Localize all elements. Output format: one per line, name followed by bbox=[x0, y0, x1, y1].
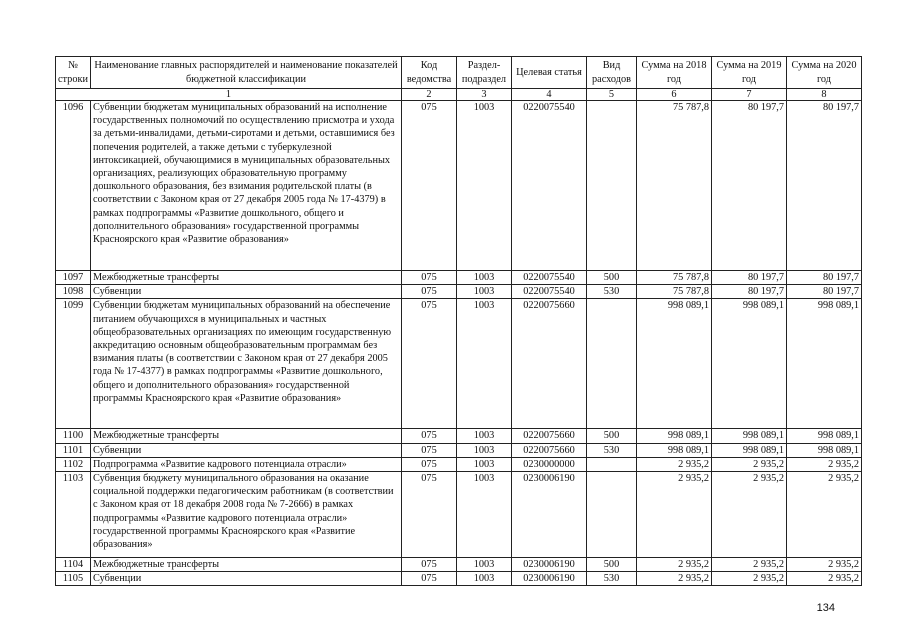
row-dept-code: 075 bbox=[402, 101, 457, 271]
row-sum-2020: 80 197,7 bbox=[787, 271, 862, 285]
header-name: Наименование главных распорядителей и наименование показателей бюджетной классификации bbox=[91, 57, 402, 89]
row-name: Межбюджетные трансферты bbox=[91, 271, 402, 285]
table-row bbox=[56, 299, 862, 429]
row-dept-code: 075 bbox=[402, 429, 457, 443]
row-sum-2018: 2 935,2 bbox=[637, 457, 712, 471]
header-row bbox=[56, 57, 862, 89]
header-row-number: № строки bbox=[56, 57, 91, 89]
row-sum-2019: 998 089,1 bbox=[712, 429, 787, 443]
row-dept-code: 075 bbox=[402, 299, 457, 429]
row-sum-2019: 2 935,2 bbox=[712, 558, 787, 572]
row-sum-2018: 998 089,1 bbox=[637, 299, 712, 429]
row-name: Субвенции bbox=[91, 443, 402, 457]
row-target: 0230000000 bbox=[512, 457, 587, 471]
row-name: Межбюджетные трансферты bbox=[91, 429, 402, 443]
row-section: 1003 bbox=[457, 457, 512, 471]
row-sum-2019: 2 935,2 bbox=[712, 472, 787, 558]
header-target: Целевая статья bbox=[512, 57, 587, 89]
row-expense-kind: 530 bbox=[587, 443, 637, 457]
row-section: 1003 bbox=[457, 285, 512, 299]
row-expense-kind: 500 bbox=[587, 271, 637, 285]
table-row bbox=[56, 572, 862, 586]
table-row bbox=[56, 101, 862, 271]
column-number: 1 bbox=[56, 89, 402, 101]
row-section: 1003 bbox=[457, 271, 512, 285]
row-sum-2020: 998 089,1 bbox=[787, 443, 862, 457]
column-number: 2 bbox=[402, 89, 457, 101]
row-expense-kind: 530 bbox=[587, 572, 637, 586]
row-expense-kind: 500 bbox=[587, 558, 637, 572]
row-number: 1100 bbox=[56, 429, 91, 443]
row-section: 1003 bbox=[457, 472, 512, 558]
budget-table bbox=[55, 56, 862, 586]
row-target: 0230006190 bbox=[512, 572, 587, 586]
table-row bbox=[56, 443, 862, 457]
row-target: 0220075540 bbox=[512, 271, 587, 285]
header-sum-2019: Сумма на 2019 год bbox=[712, 57, 787, 89]
row-name: Межбюджетные трансферты bbox=[91, 558, 402, 572]
row-dept-code: 075 bbox=[402, 472, 457, 558]
row-sum-2019: 80 197,7 bbox=[712, 101, 787, 271]
row-sum-2018: 998 089,1 bbox=[637, 443, 712, 457]
row-dept-code: 075 bbox=[402, 572, 457, 586]
row-expense-kind bbox=[587, 101, 637, 271]
header-expense-kind: Вид расходов bbox=[587, 57, 637, 89]
row-sum-2019: 2 935,2 bbox=[712, 572, 787, 586]
row-target: 0230006190 bbox=[512, 558, 587, 572]
row-name: Субвенция бюджету муниципального образования на оказание социальной поддержки педагогическим работникам (в соответствии с Законом края от 18 декабря 2008 года № 7-2666) в рамках подпрограммы «Развитие кадрового потенциала отрасли» государственной программы Красноярского края «Развитие образования» bbox=[91, 472, 402, 558]
row-sum-2020: 2 935,2 bbox=[787, 472, 862, 558]
column-number-row bbox=[56, 89, 862, 101]
row-expense-kind: 530 bbox=[587, 285, 637, 299]
row-number: 1097 bbox=[56, 271, 91, 285]
row-sum-2018: 2 935,2 bbox=[637, 558, 712, 572]
row-sum-2018: 2 935,2 bbox=[637, 572, 712, 586]
row-number: 1104 bbox=[56, 558, 91, 572]
row-number: 1096 bbox=[56, 101, 91, 271]
row-sum-2020: 998 089,1 bbox=[787, 429, 862, 443]
row-number: 1105 bbox=[56, 572, 91, 586]
row-sum-2019: 80 197,7 bbox=[712, 285, 787, 299]
table-row bbox=[56, 271, 862, 285]
row-number: 1102 bbox=[56, 457, 91, 471]
row-target: 0220075660 bbox=[512, 443, 587, 457]
row-name: Подпрограмма «Развитие кадрового потенциала отрасли» bbox=[91, 457, 402, 471]
row-dept-code: 075 bbox=[402, 457, 457, 471]
table-row bbox=[56, 457, 862, 471]
row-sum-2019: 998 089,1 bbox=[712, 443, 787, 457]
row-sum-2020: 998 089,1 bbox=[787, 299, 862, 429]
row-section: 1003 bbox=[457, 429, 512, 443]
row-section: 1003 bbox=[457, 299, 512, 429]
row-number: 1099 bbox=[56, 299, 91, 429]
row-sum-2020: 2 935,2 bbox=[787, 457, 862, 471]
table-row bbox=[56, 429, 862, 443]
row-target: 0220075540 bbox=[512, 285, 587, 299]
row-sum-2020: 80 197,7 bbox=[787, 285, 862, 299]
row-expense-kind bbox=[587, 472, 637, 558]
row-sum-2019: 80 197,7 bbox=[712, 271, 787, 285]
row-sum-2020: 2 935,2 bbox=[787, 558, 862, 572]
column-number: 7 bbox=[712, 89, 787, 101]
row-section: 1003 bbox=[457, 443, 512, 457]
column-number: 4 bbox=[512, 89, 587, 101]
header-sum-2020: Сумма на 2020 год bbox=[787, 57, 862, 89]
row-number: 1101 bbox=[56, 443, 91, 457]
table-row bbox=[56, 472, 862, 558]
row-sum-2018: 2 935,2 bbox=[637, 472, 712, 558]
table-row bbox=[56, 285, 862, 299]
row-name: Субвенции бюджетам муниципальных образований на исполнение государственных полномочий по осуществлению присмотра и ухода за детьми-инвалидами, детьми-сиротами и детьми, оставшимися без попечения родителей, а также детьми с туберкулезной интоксикацией, обучающимися в муниципальных образовательных организациях, реализующих образовательную программу дошкольного образования, без взимания родительской платы (в соответствии с Законом края от 27 декабря 2005 года № 17-4379) в рамках подпрограммы «Развитие дошкольного, общего и дополнительного образования» государственной программы Красноярского края «Развитие образования» bbox=[91, 101, 402, 271]
column-number: 3 bbox=[457, 89, 512, 101]
row-number: 1103 bbox=[56, 472, 91, 558]
row-dept-code: 075 bbox=[402, 271, 457, 285]
column-number: 6 bbox=[637, 89, 712, 101]
row-sum-2020: 2 935,2 bbox=[787, 572, 862, 586]
row-sum-2018: 75 787,8 bbox=[637, 271, 712, 285]
row-sum-2020: 80 197,7 bbox=[787, 101, 862, 271]
row-section: 1003 bbox=[457, 572, 512, 586]
row-target: 0220075540 bbox=[512, 101, 587, 271]
row-sum-2019: 998 089,1 bbox=[712, 299, 787, 429]
row-name: Субвенции bbox=[91, 285, 402, 299]
column-number: 8 bbox=[787, 89, 862, 101]
row-number: 1098 bbox=[56, 285, 91, 299]
row-expense-kind bbox=[587, 299, 637, 429]
page-number: 134 bbox=[816, 602, 835, 614]
header-sum-2018: Сумма на 2018 год bbox=[637, 57, 712, 89]
column-number: 5 bbox=[587, 89, 637, 101]
row-dept-code: 075 bbox=[402, 285, 457, 299]
row-section: 1003 bbox=[457, 558, 512, 572]
header-section: Раздел-подраздел bbox=[457, 57, 512, 89]
row-target: 0220075660 bbox=[512, 429, 587, 443]
row-target: 0220075660 bbox=[512, 299, 587, 429]
row-sum-2018: 998 089,1 bbox=[637, 429, 712, 443]
row-expense-kind: 500 bbox=[587, 429, 637, 443]
row-dept-code: 075 bbox=[402, 558, 457, 572]
row-sum-2018: 75 787,8 bbox=[637, 285, 712, 299]
row-section: 1003 bbox=[457, 101, 512, 271]
row-sum-2018: 75 787,8 bbox=[637, 101, 712, 271]
row-expense-kind bbox=[587, 457, 637, 471]
row-sum-2019: 2 935,2 bbox=[712, 457, 787, 471]
table-row bbox=[56, 558, 862, 572]
row-name: Субвенции бюджетам муниципальных образований на обеспечение питанием обучающихся в муниципальных и частных общеобразовательных организациях по имеющим государственную аккредитацию основным общеобразовательным программам без взимания платы (в соответствии с Законом края от 27 декабря 2005 года № 17-4377) в рамках подпрограммы «Развитие дошкольного, общего и дополнительного образования» государственной программы Красноярского края «Развитие образования» bbox=[91, 299, 402, 429]
row-target: 0230006190 bbox=[512, 472, 587, 558]
row-name: Субвенции bbox=[91, 572, 402, 586]
header-dept-code: Код ведомства bbox=[402, 57, 457, 89]
row-dept-code: 075 bbox=[402, 443, 457, 457]
